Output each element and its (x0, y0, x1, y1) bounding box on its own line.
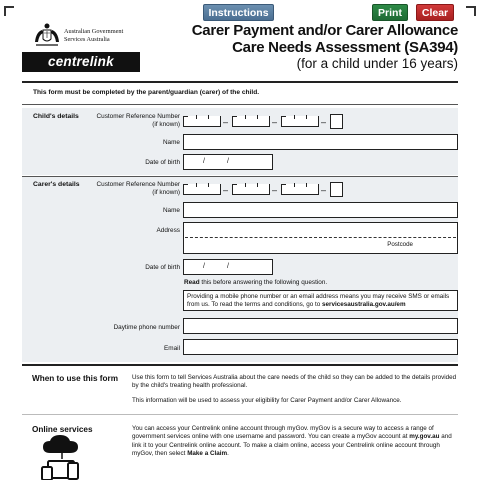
online-services-text (132, 425, 462, 458)
intro-note: This form must be completed by the parent/guardian (carer) of the child. (33, 89, 260, 96)
carer-crn-label-line-1: Customer Reference Number (96, 181, 180, 188)
make-claim-text: Make a Claim (187, 449, 228, 457)
crn-separator: – (223, 185, 229, 195)
gov-line-1: Australian Government (64, 28, 124, 35)
form-title (192, 22, 458, 71)
privacy-notice (183, 290, 458, 311)
when-to-use-para-2: This information will be used to assess your eligibility for Carer Payment and/or Carer Allowance. (132, 397, 402, 404)
section-divider (22, 176, 458, 177)
child-dob-label: Date of birth (145, 159, 180, 166)
corner-mark-top-right (466, 6, 476, 16)
carer-dob-field[interactable] (183, 259, 273, 275)
child-crn-group-2[interactable] (232, 116, 270, 127)
crn-separator: – (272, 185, 278, 195)
title-line-3: (for a child under 16 years) (296, 56, 458, 71)
child-details-label: Child's details (33, 113, 79, 120)
privacy-link[interactable]: servicesaustralia.gov.au/em (322, 301, 406, 309)
carer-details-label: Carer's details (33, 181, 80, 188)
privacy-text: Providing a mobile phone number or an email address means you may receive SMS or emails from us. To read the terms and conditions, go to (187, 293, 450, 309)
carer-crn-group-3[interactable] (281, 184, 319, 195)
child-name-field[interactable] (183, 134, 458, 150)
brand-bar: centrelink (22, 52, 140, 72)
crn-separator: – (321, 185, 327, 195)
cloud-devices-icon (38, 435, 88, 480)
date-separator: / (203, 158, 205, 165)
note-divider (22, 104, 458, 105)
daytime-phone-field[interactable] (183, 318, 458, 334)
read-rest: this before answering the following question. (199, 279, 328, 286)
child-crn-group-1[interactable] (183, 116, 221, 127)
carer-crn-label-line-2: (if known) (152, 189, 180, 196)
header-divider (22, 81, 458, 83)
online-services-heading: Online services (32, 425, 93, 434)
carer-crn-group-1[interactable] (183, 184, 221, 195)
date-separator: / (227, 263, 229, 270)
crn-separator: – (223, 117, 229, 127)
carer-name-label: Name (162, 207, 180, 214)
section-divider (22, 414, 458, 415)
online-text-a: You can access your Centrelink online account through myGov. myGov is a secure way to access a range of government services online with one username and password. You can create a myGov account at (132, 425, 434, 441)
child-crn-group-3[interactable] (281, 116, 319, 127)
clear-button[interactable]: Clear (416, 4, 454, 21)
child-crn-label-line-1: Customer Reference Number (96, 113, 180, 120)
print-button[interactable]: Print (372, 4, 408, 21)
carer-address-field[interactable] (183, 222, 458, 254)
online-text-b: and link it to your Centrelink online account. To make a claim online, access your Centrelink online account through myGov, then select (132, 433, 452, 457)
email-label: Email (164, 345, 180, 352)
crn-separator: – (272, 117, 278, 127)
carer-name-field[interactable] (183, 202, 458, 218)
when-to-use-heading: When to use this form (32, 374, 118, 383)
online-text-c: . (227, 449, 229, 457)
child-crn-check-digit[interactable] (330, 114, 343, 129)
mygov-link[interactable]: my.gov.au (409, 433, 440, 441)
instructions-button[interactable]: Instructions (203, 4, 274, 21)
carer-crn-check-digit[interactable] (330, 182, 343, 197)
child-crn-label (97, 113, 180, 129)
when-to-use-para-1: Use this form to tell Services Australia about the care needs of the child so they can be added to the details provided by the child's treating health professional. (132, 374, 457, 390)
carer-crn-group-2[interactable] (232, 184, 270, 195)
carer-address-label: Address (156, 227, 180, 234)
gov-line-2: Services Australia (64, 36, 110, 43)
crn-separator: – (321, 117, 327, 127)
child-name-label: Name (162, 139, 180, 146)
date-separator: / (227, 158, 229, 165)
email-field[interactable] (183, 339, 458, 355)
read-instruction (184, 279, 327, 286)
daytime-phone-label: Daytime phone number (113, 324, 180, 331)
carer-dob-label: Date of birth (145, 264, 180, 271)
title-line-2: Care Needs Assessment (SA394) (232, 39, 458, 56)
section-divider (22, 364, 458, 366)
child-crn-label-line-2: (if known) (152, 121, 180, 128)
government-text (64, 28, 123, 44)
child-dob-field[interactable] (183, 154, 273, 170)
title-line-1: Carer Payment and/or Carer Allowance (191, 22, 458, 39)
date-separator: / (203, 263, 205, 270)
read-bold: Read (184, 279, 200, 286)
address-line-divider (185, 237, 456, 238)
corner-mark-top-left (4, 6, 14, 16)
coat-of-arms-icon (32, 22, 62, 50)
carer-crn-label (97, 181, 180, 197)
postcode-label: Postcode (387, 241, 413, 248)
